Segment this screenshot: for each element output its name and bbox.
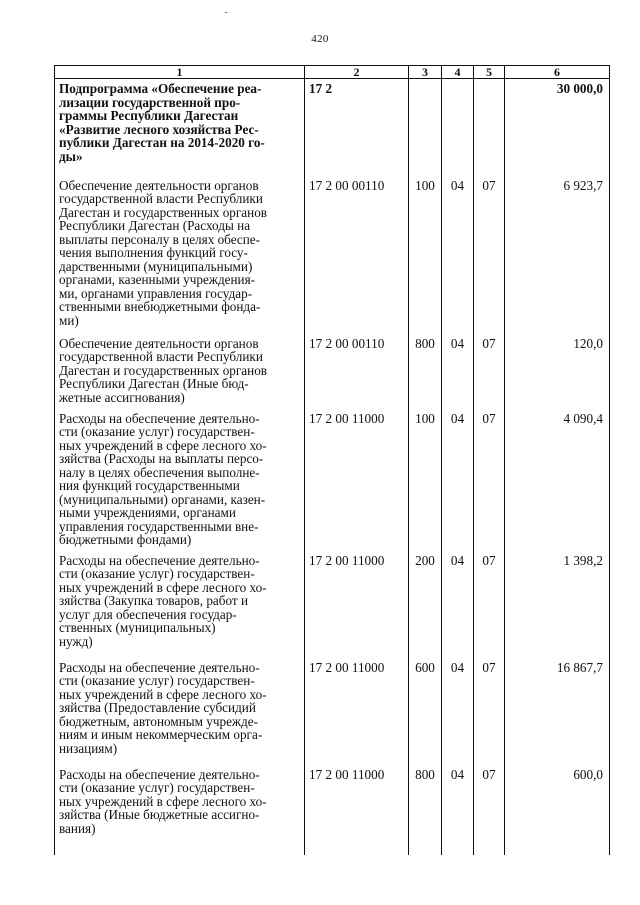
header-col-1: 1 [55,66,305,79]
row-name-line: Расходы на обеспечение деятельно- [59,552,260,568]
row-col4-cell [442,79,474,176]
row-name-cell [55,176,305,334]
row-col5-cell [474,79,505,176]
row-name-line: (муниципальными) органами, казен- [59,491,266,507]
row-name-cell [55,765,305,855]
row-col5-cell: 07 [474,176,505,334]
row-col3-cell [409,79,442,176]
header-col-6: 6 [505,66,610,79]
row-col3-cell: 100 [409,176,442,334]
row-name-line: зяйства (Расходы на выплаты персо- [59,451,264,466]
row-name-line: сти (оказание услуг) государствен- [59,673,255,688]
table-body [55,79,610,855]
row-name-line: дарственными (муниципальными) [59,258,253,274]
row-col5-cell: 07 [474,765,505,855]
row-name-line: органами, казенными учреждения- [59,272,256,287]
row-code-cell: 17 2 00 00110 [305,334,409,409]
row-amount-cell: 30 000,0 [505,79,610,176]
row-name-line: лизации государственной про- [59,94,241,110]
row-name-line: ниям и иным некоммерческим орга- [59,727,263,742]
row-name-line: сти (оказание услуг) государствен- [59,424,255,439]
row-name-line: ных учреждений в сфере лесного хо- [59,437,267,453]
row-name-cell [55,409,305,551]
row-col5-cell: 07 [474,658,505,765]
row-name-line: чения выполнения функций госу- [59,245,248,260]
row-amount-cell: 1 398,2 [505,551,610,658]
row-name-line: Расходы на обеспечение деятельно- [59,410,260,426]
row-col3-cell: 100 [409,409,442,551]
row-name-cell [55,658,305,765]
row-col3-cell: 200 [409,551,442,658]
row-name-line: ственных (муниципальных) [59,620,216,635]
row-name-line: государственной власти Республики [59,349,263,364]
row-name-line: налу в целях обеспечения выполне- [59,464,260,480]
row-name-line: нужд) [59,633,93,649]
row-name-line: граммы Республики Дагестан [59,108,239,123]
row-name-line: Обеспечение деятельности органов [59,335,259,351]
row-name-line: зяйства (Иные бюджетные ассигно- [59,807,260,822]
scan-speck [225,12,227,13]
row-name-line: ных учреждений в сфере лесного хо- [59,686,267,702]
table-row [55,551,610,658]
row-name-line: Дагестан и государственных органов [59,204,268,220]
row-name-line: Обеспечение деятельности органов [59,177,259,193]
row-name-line: Расходы на обеспечение деятельно- [59,766,260,782]
table-row [55,409,610,551]
row-name-line: зяйства (Закупка товаров, работ и [59,593,249,608]
row-name-line: ми) [59,312,79,328]
row-col3-cell: 800 [409,765,442,855]
row-col3-cell: 800 [409,334,442,409]
table-header-row [55,66,610,79]
table-row [55,176,610,334]
row-name-line: ных учреждений в сфере лесного хо- [59,579,267,595]
row-name-line: ными учреждениями, органами [59,505,236,520]
table-row [55,658,610,765]
row-code-cell: 17 2 00 11000 [305,658,409,765]
row-name-line: ния функций государственными [59,478,240,493]
table-row [55,334,610,409]
row-name-line: Республики Дагестан (Расходы на [59,218,251,233]
header-col-2: 2 [305,66,409,79]
row-name-line: ми, органами управления государ- [59,285,253,301]
row-name-line: низациям) [59,740,118,756]
header-col-5: 5 [474,66,505,79]
row-name-line: сти (оказание услуг) государствен- [59,780,255,795]
row-code-cell: 17 2 [305,79,409,176]
header-col-4: 4 [442,66,474,79]
row-name-line: услуг для обеспечения государ- [59,606,237,622]
row-col4-cell: 04 [442,176,474,334]
header-col-3: 3 [409,66,442,79]
row-name-line: вания) [59,820,96,836]
row-col4-cell: 04 [442,765,474,855]
row-col4-cell: 04 [442,551,474,658]
row-col5-cell: 07 [474,334,505,409]
row-name-line: Расходы на обеспечение деятельно- [59,659,260,675]
row-col4-cell: 04 [442,658,474,765]
row-code-cell: 17 2 00 11000 [305,409,409,551]
row-name-line: ственными внебюджетными фонда- [59,299,261,314]
table-row [55,79,610,176]
row-amount-cell: 600,0 [505,765,610,855]
row-amount-cell: 16 867,7 [505,658,610,765]
row-name-line: бюджетными фондами) [59,532,192,547]
budget-table [54,65,610,855]
row-col5-cell: 07 [474,409,505,551]
table-row [55,765,610,855]
row-code-cell: 17 2 00 11000 [305,765,409,855]
page-number: 420 [311,33,329,45]
row-name-line: сти (оказание услуг) государствен- [59,566,255,581]
row-name-cell [55,334,305,409]
row-name-line: «Развитие лесного хозяйства Рес- [59,121,259,137]
row-code-cell: 17 2 00 00110 [305,176,409,334]
row-col5-cell: 07 [474,551,505,658]
row-amount-cell: 4 090,4 [505,409,610,551]
row-name-line: Республики Дагестан (Иные бюд- [59,376,249,391]
row-col4-cell: 04 [442,409,474,551]
row-amount-cell: 120,0 [505,334,610,409]
row-name-line: жетные ассигнования) [59,389,185,405]
row-name-line: ных учреждений в сфере лесного хо- [59,793,267,809]
row-col4-cell: 04 [442,334,474,409]
row-amount-cell: 6 923,7 [505,176,610,334]
row-name-line: бюджетным, автономным учрежде- [59,713,258,729]
row-name-line: Дагестан и государственных органов [59,362,268,378]
row-code-cell: 17 2 00 11000 [305,551,409,658]
row-name-line: ды» [59,148,83,164]
row-name-cell [55,79,305,176]
row-name-cell [55,551,305,658]
row-name-line: зяйства (Предоставление субсидий [59,700,256,715]
row-name-line: управления государственными вне- [59,518,259,534]
row-name-line: государственной власти Республики [59,191,263,206]
row-name-line: выплаты персоналу в целях обеспе- [59,231,261,247]
row-name-line: Подпрограмма «Обеспечение реа- [59,81,262,96]
row-col3-cell: 600 [409,658,442,765]
row-name-line: публики Дагестан на 2014-2020 го- [59,135,265,150]
